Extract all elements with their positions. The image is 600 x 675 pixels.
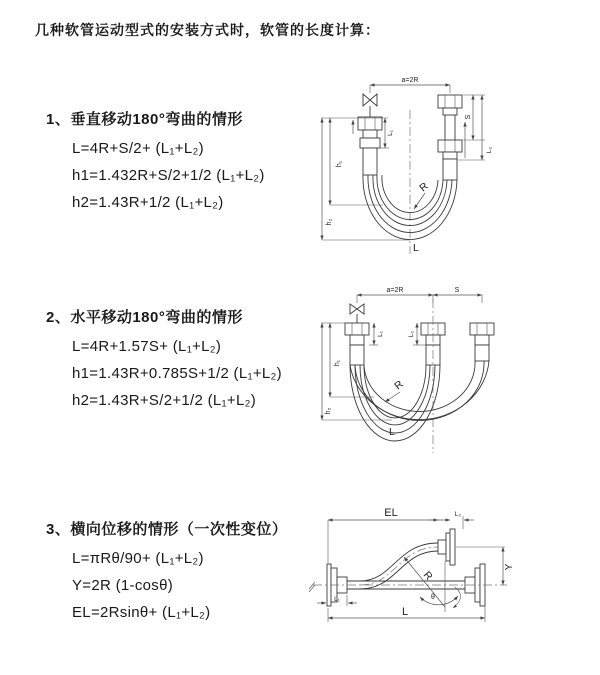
dim-label-h2: h₂ bbox=[325, 407, 332, 415]
hose-arc bbox=[350, 365, 440, 441]
dim-label-h2: h₂ bbox=[326, 218, 333, 226]
section2-formula-h1: h1=1.43R+0.785S+1/2 (L₁+L₂) bbox=[72, 365, 282, 382]
section1-formula-L: L=4R+S/2+ (L₁+L₂) bbox=[72, 140, 204, 157]
dim-label-theta: θ bbox=[431, 594, 435, 601]
section2-formula-h2: h2=1.43R+S/2+1/2 (L₁+L₂) bbox=[72, 392, 257, 409]
fitting-nut bbox=[438, 140, 462, 152]
section2-formula-L: L=4R+1.57S+ (L₁+L₂) bbox=[72, 338, 222, 355]
dim-label-L2: L₂ bbox=[454, 511, 462, 518]
fitting-nut bbox=[438, 95, 462, 108]
hose-braid bbox=[350, 345, 364, 365]
dim-label-L1: L₁ bbox=[387, 130, 394, 136]
diagram-vertical-move-180 bbox=[315, 72, 583, 260]
dim-label-S: S bbox=[465, 114, 472, 120]
section3-heading: 3、横向位移的情形（一次性变位） bbox=[46, 521, 288, 538]
dim-label-Y: Y bbox=[504, 563, 515, 571]
break-mark bbox=[309, 582, 315, 592]
hose-braid bbox=[363, 148, 377, 175]
radius-leader bbox=[414, 193, 425, 209]
dim-label-S: S bbox=[454, 287, 460, 294]
dim-label-h1: h₁ bbox=[334, 359, 341, 367]
hose-arc bbox=[355, 365, 435, 433]
angle-arc bbox=[420, 596, 458, 605]
section1-heading: 1、垂直移动180°弯曲的情形 bbox=[46, 111, 243, 128]
diagram-horizontal-move-180 bbox=[312, 283, 590, 460]
dim-label-R: R bbox=[417, 180, 431, 195]
fitting-collar bbox=[350, 335, 364, 345]
dim-label-R: R bbox=[392, 378, 406, 393]
hose-arc bbox=[364, 365, 426, 418]
fitting-collar bbox=[443, 152, 457, 159]
dim-label-L: L bbox=[389, 426, 395, 438]
dim-label-a2r: a=2R bbox=[401, 77, 419, 84]
dim-label-EL: EL bbox=[384, 507, 398, 519]
fitting-collar bbox=[443, 108, 457, 115]
radius-leader bbox=[385, 392, 400, 402]
hose-braid bbox=[475, 345, 489, 361]
section1-formula-h1: h1=1.432R+S/2+1/2 (L₁+L₂) bbox=[72, 167, 265, 184]
fitting-nut bbox=[345, 323, 369, 335]
hose-edge bbox=[360, 551, 438, 589]
dim-label-L2: L₂ bbox=[408, 330, 415, 338]
fitting-hex bbox=[360, 138, 380, 148]
dim-label-h1: h₁ bbox=[336, 160, 343, 168]
dim-label-R: R bbox=[420, 569, 435, 583]
dim-label-L: L bbox=[413, 242, 419, 254]
valve-icon bbox=[350, 304, 364, 314]
section1-formula-h2: h2=1.43R+1/2 (L₁+L₂) bbox=[72, 194, 224, 211]
dim-label-a2r: a=2R bbox=[386, 287, 404, 294]
flange-plate bbox=[446, 533, 450, 561]
section3-formula-L: L=πRθ/90+ (L₁+L₂) bbox=[72, 550, 204, 567]
dim-label-L1: L₁ bbox=[377, 331, 384, 337]
radius-leader bbox=[404, 557, 445, 607]
hose-arc bbox=[350, 361, 489, 420]
hose-braid bbox=[443, 159, 457, 180]
dim-label-L: L bbox=[401, 606, 409, 618]
dim-label-L2: L₂ bbox=[486, 146, 493, 154]
section2-heading: 2、水平移动180°弯曲的情形 bbox=[46, 309, 243, 326]
fitting-collar bbox=[363, 130, 377, 138]
fitting-collar bbox=[475, 335, 489, 345]
fitting-nut bbox=[358, 117, 382, 130]
valve-icon bbox=[363, 94, 377, 106]
page-title: 几种软管运动型式的安装方式时，软管的长度计算： bbox=[35, 22, 380, 38]
flange-connector bbox=[438, 540, 446, 554]
diagram-lateral-displacement bbox=[305, 505, 595, 660]
dim-label-L1: L₁ bbox=[334, 596, 340, 603]
section3-formula-Y: Y=2R (1-cosθ) bbox=[72, 577, 174, 594]
flange-plate bbox=[450, 529, 455, 565]
fitting-nut bbox=[470, 323, 494, 335]
section3-formula-EL: EL=2Rsinθ+ (L₁+L₂) bbox=[72, 604, 211, 621]
hose-arc bbox=[364, 361, 475, 411]
